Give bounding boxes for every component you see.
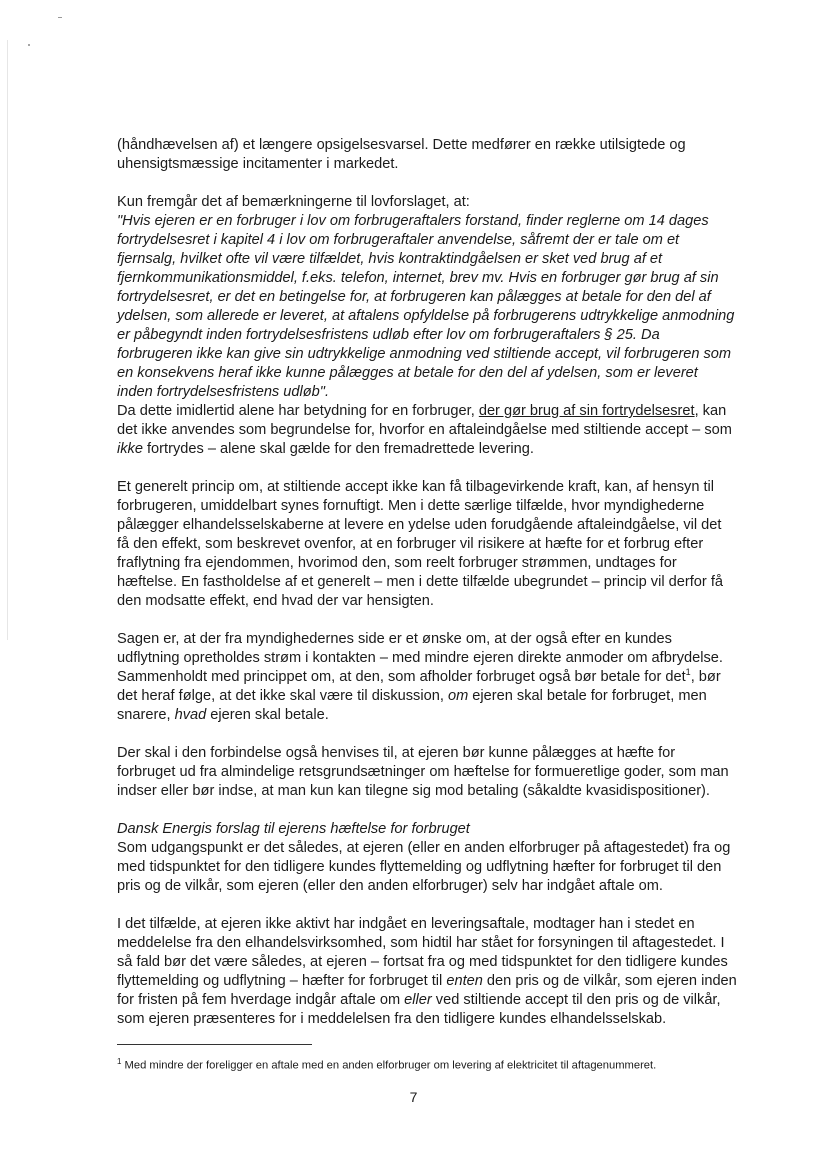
footnote xyxy=(117,1054,757,1074)
italic-text: ikke xyxy=(117,441,143,457)
text-span: den pris og de vilkår, som ejeren inden for fristen på fem hverdage indgår aftale om xyxy=(117,973,737,1008)
italic-text: hvad xyxy=(174,707,207,723)
paragraph-2-intro: Kun fremgår det af bemærkningerne til lovforslaget, at: xyxy=(117,194,470,210)
section-heading: Dansk Energis forslag til ejerens hæftelse for forbruget xyxy=(117,821,470,837)
paragraph-5 xyxy=(117,630,737,725)
paragraph-3 xyxy=(117,402,737,459)
italic-text: eller xyxy=(404,992,432,1008)
scan-dot xyxy=(28,44,30,46)
text-span: Da dette imidlertid alene har betydning for en forbruger, xyxy=(117,403,479,419)
text-span: fortrydes – alene skal gælde for den fremadrettede levering. xyxy=(142,441,534,457)
footnote-reference[interactable]: 1 xyxy=(685,667,691,678)
italic-text: enten xyxy=(446,973,483,989)
underlined-text: der gør brug af sin fortrydelsesret xyxy=(478,403,695,419)
footnote-text: Med mindre der foreligger en aftale med en anden elforbruger om levering af elektricitet til aftagenummeret. xyxy=(121,1059,657,1072)
block-quote: "Hvis ejeren er en forbruger i lov om forbrugeraftalers forstand, finder reglerne om 14 dages fortrydelsesret i kapitel 4 i lov om forbrugeraftaler anvendelse, såfremt der er tale om et fjernsalg, hvilket ofte vil være tilfældet, hvis kontraktindgåelsen er sket ved brug af et fjernkommunikationsmiddel, f.eks. telefon, internet, brev mv. Hvis en forbruger gør brug af sin fortrydelsesret, er det en betingelse for, at forbrugeren kan pålægges at betale for den del af ydelsen, som allerede er leveret, at aftalens opfyldelse på forbrugerens udtrykkelige anmodning er påbegyndt inden fortrydelsesfristens udløb efter lov om forbrugeraftalers § 25. Da forbrugeren ikke kan give sin udtrykkelige anmodning ved stiltiende accept, vil forbrugeren som en konsekvens heraf ikke kunne pålægges at betale for den del af ydelsen, som er leveret inden fortrydelsesfristens udløb". xyxy=(117,213,735,400)
paragraph-8 xyxy=(117,915,737,1029)
paragraph-1: (håndhævelsen af) et længere opsigelsesvarsel. Dette medfører en række utilsigtede og uhensigtsmæssige incitamenter i markedet. xyxy=(117,137,686,172)
scan-artifact xyxy=(58,17,62,18)
text-span: , bør det heraf følge, at det ikke skal være til diskussion, xyxy=(117,669,721,704)
paragraph-4: Et generelt princip om, at stiltiende accept ikke kan få tilbagevirkende kraft, kan, af hensyn til forbrugeren, umiddelbart synes fornuftigt. Men i dette særlige tilfælde, hvor myndighederne pålægger elhandelsselskaberne at levere en ydelse uden forudgående aftaleindgåelse, vil det få den effekt, som beskrevet ovenfor, at en forbruger vil risikere at hæfte for et forbrug efter fraflytning fra ejendommen, hvorimod den, som reelt forbruger strømmen, undtages for hæftelse. En fastholdelse af et generelt – men i dette tilfælde ubegrundet – princip vil derfor få den modsatte effekt, end hvad der var hensigten. xyxy=(117,479,723,609)
text-span: , kan det ikke anvendes som begrundelse for, hvorfor en aftaleindgåelse med stiltiende accept – som xyxy=(117,403,732,438)
text-span: ejeren skal betale. xyxy=(206,707,329,723)
footnote-divider xyxy=(117,1044,312,1045)
text-span: ved stiltiende accept til den pris og de vilkår, som ejeren præsenteres for i meddelelsen fra den tidligere kundes elhandelsselskab. xyxy=(117,992,721,1027)
page-body xyxy=(117,136,737,1029)
text-span: Sagen er, at der fra myndighedernes side er et ønske om, at der også efter en kundes udflytning opretholdes strøm i kontakten – med mindre ejeren direkte anmoder om afbrydelse. Sammenholdt med princippet om, at den, som afholder forbruget også bør betale for det xyxy=(117,631,723,685)
text-span: I det tilfælde, at ejeren ikke aktivt har indgået en leveringsaftale, modtager han i stedet en meddelelse fra den elhandelsvirksomhed, som hidtil har stået for forsyningen til aftagestedet. I så fald bør det være således, at ejeren – fortsat fra og med tidspunktet for den tidligere kundes flyttemelding og udflytning – hæfter for forbruget til xyxy=(117,916,728,989)
page-number: 7 xyxy=(409,1089,418,1105)
paragraph-6: Der skal i den forbindelse også henvises til, at ejeren bør kunne pålægges at hæfte for forbruget ud fra almindelige retsgrundsætninger om hæftelse for formueretlige goder, som man indser eller bør indse, at man kun kan tilegne sig mod betaling (såkaldte kvasidispositioner). xyxy=(117,745,729,799)
footnote-number: 1 xyxy=(117,1057,122,1066)
paragraph-7: Som udgangspunkt er det således, at ejeren (eller en anden elforbruger på aftagestedet) fra og med tidspunktet for den tidligere kundes flyttemelding og udflytning hæfter for forbruget til den pris og de vilkår, som ejeren (eller den anden elforbruger) selv har indgået aftale om. xyxy=(117,840,731,894)
italic-text: om xyxy=(447,688,469,704)
scan-edge-line xyxy=(7,40,8,640)
text-span: ejeren skal betale for forbruget, men snarere, xyxy=(117,688,707,723)
